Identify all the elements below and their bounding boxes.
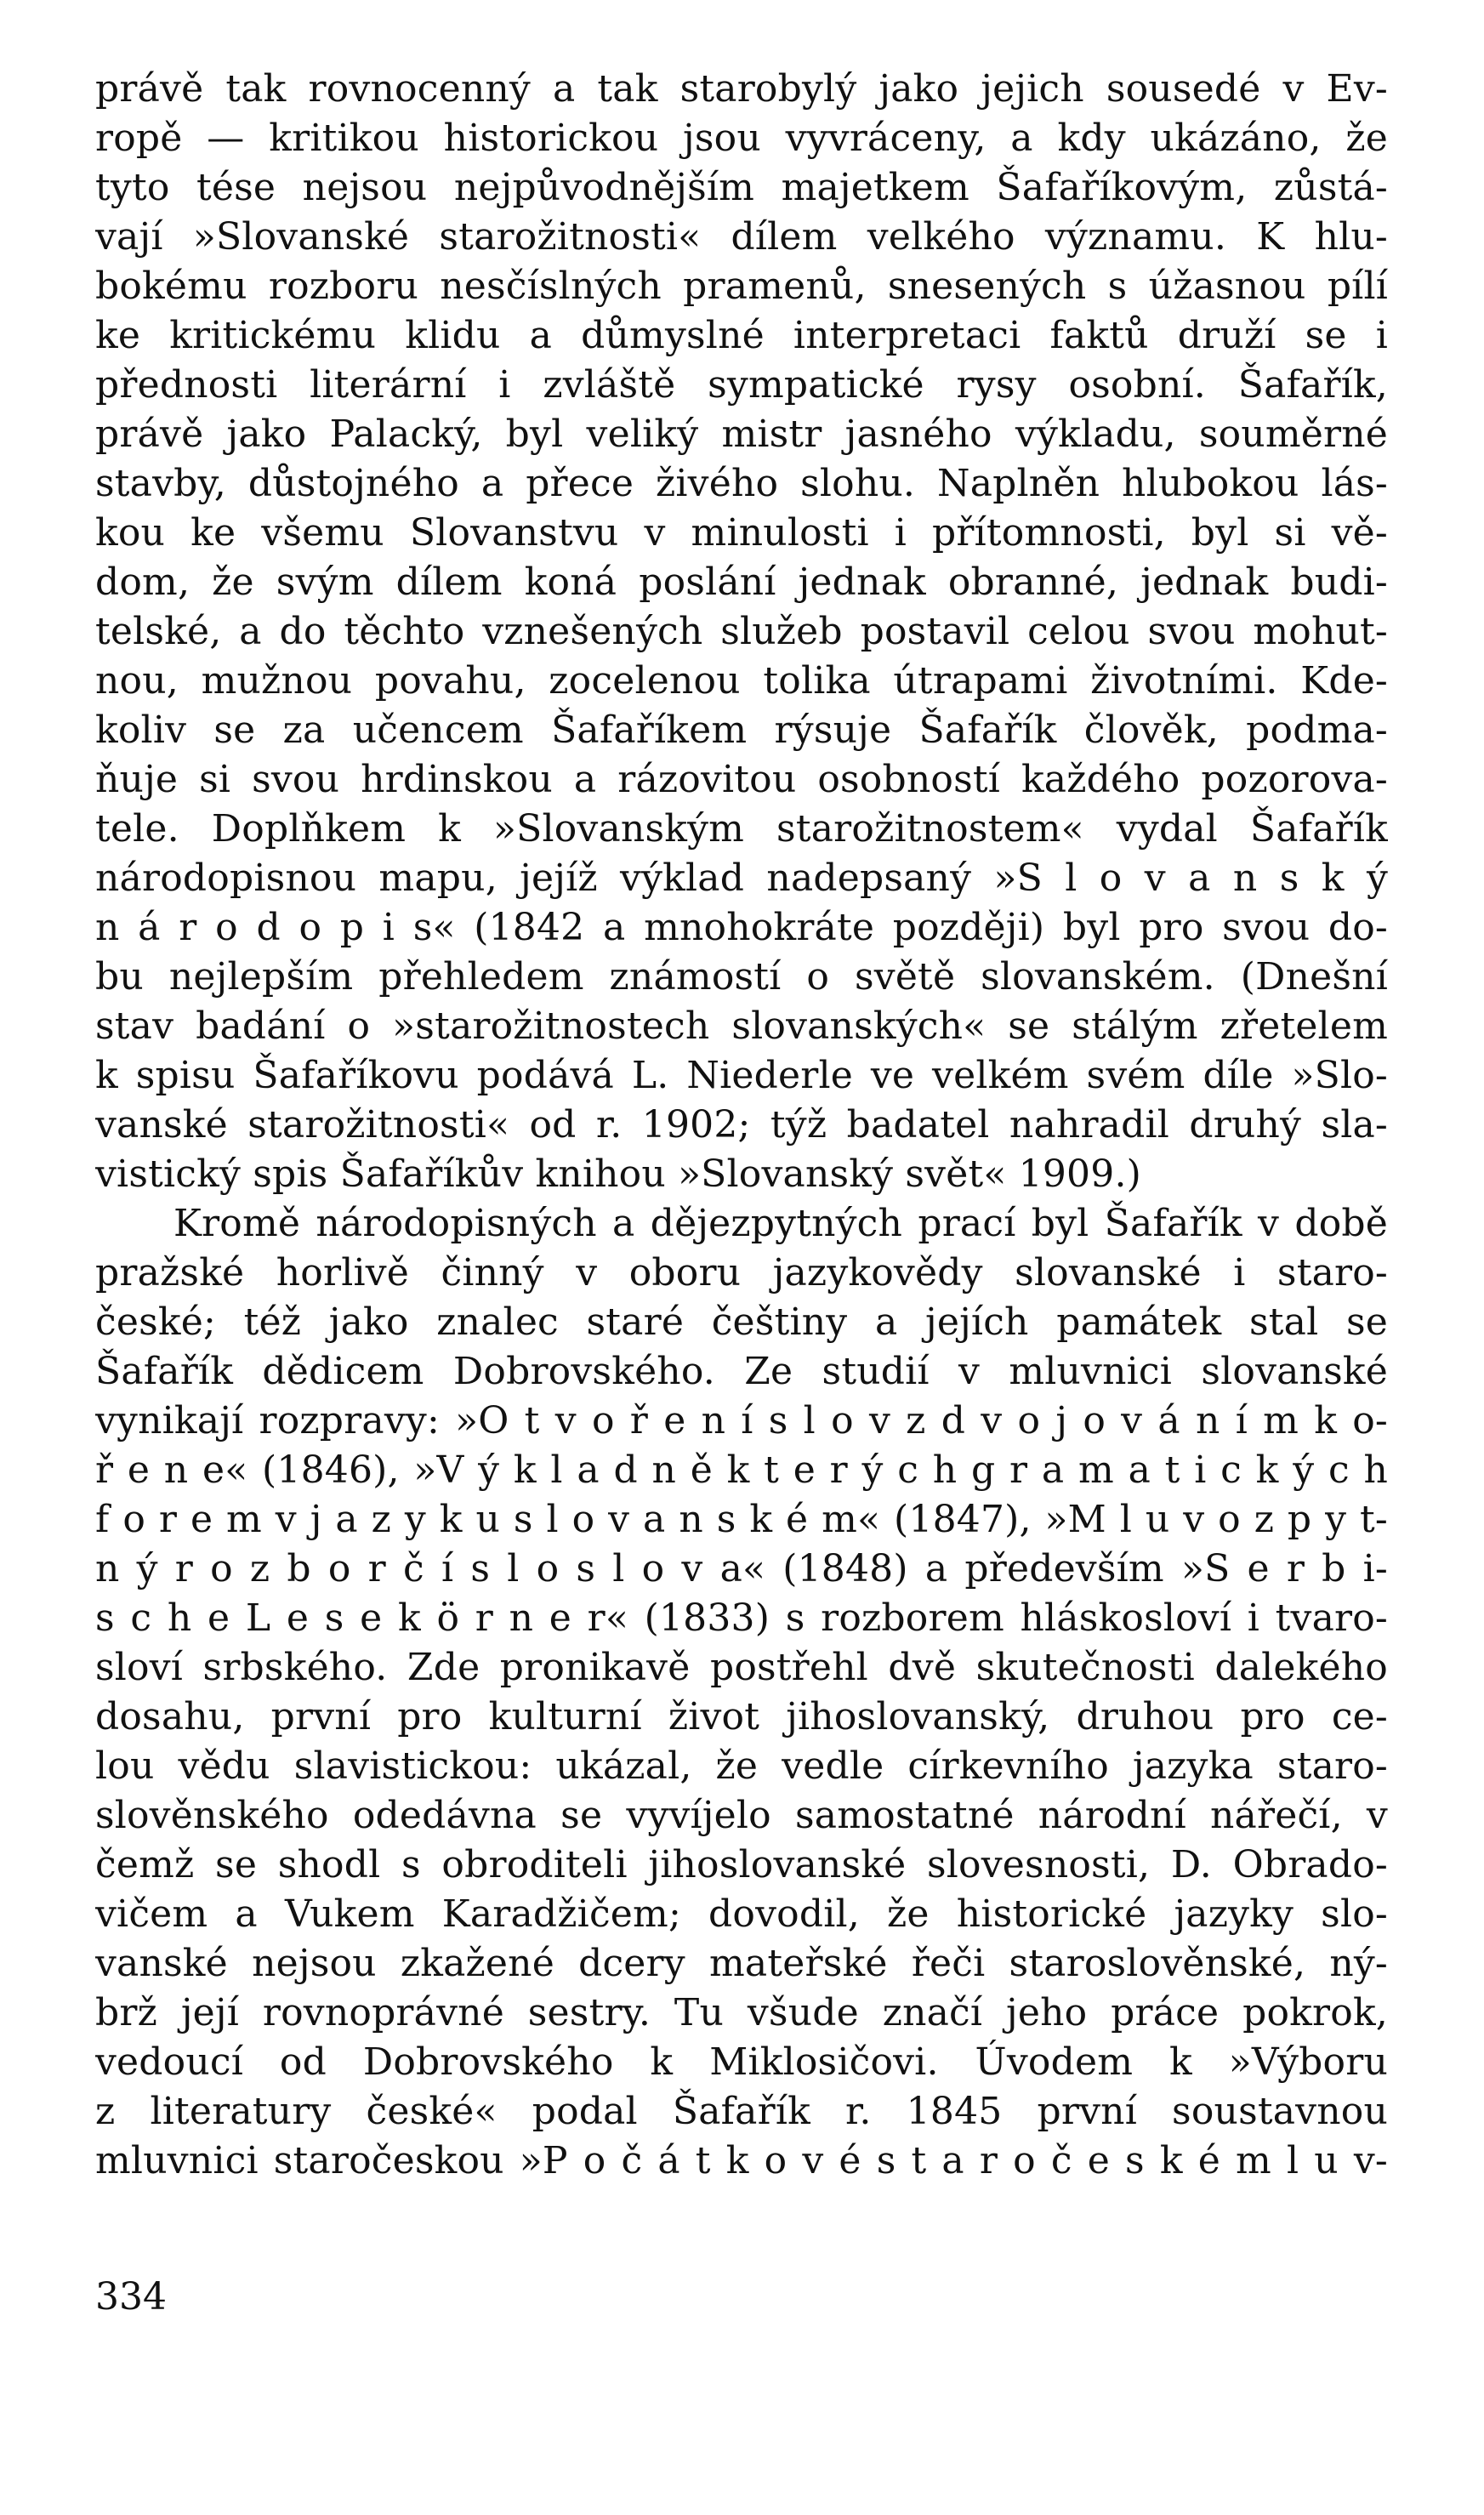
text-line: vynikají rozpravy: »O t v o ř e n í s l o v z d v o j o v á n í m k o- bbox=[95, 1399, 1388, 1442]
text-line: s c h e L e s e k ö r n e r« (1833) s rozborem hláskosloví i tvaro- bbox=[95, 1596, 1388, 1640]
text-line: telské, a do těchto vznešených služeb postavil celou svou mohut- bbox=[95, 610, 1388, 653]
page-body bbox=[95, 65, 1388, 2186]
text-line: k spisu Šafaříkovu podává L. Niederle ve velkém svém díle »Slo- bbox=[95, 1054, 1388, 1097]
text-line: vičem a Vukem Karadžičem; dovodil, že historické jazyky slo- bbox=[95, 1892, 1388, 1936]
text-line: dosahu, první pro kulturní život jihoslovanský, druhou pro ce- bbox=[95, 1695, 1388, 1738]
text-line: přednosti literární i zvláště sympatické rysy osobní. Šafařík, bbox=[95, 363, 1388, 407]
text-line: ř e n e« (1846), »V ý k l a d n ě k t e r ý c h g r a m a t i c k ý c h bbox=[95, 1448, 1388, 1492]
text-line: brž její rovnoprávné sestry. Tu všude značí jeho práce pokrok, bbox=[95, 1991, 1388, 2034]
text-line: čemž se shodl s obroditeli jihoslovanské slovesnosti, D. Obrado- bbox=[95, 1843, 1388, 1886]
text-line: právě jako Palacký, byl veliký mistr jasného výkladu, souměrné bbox=[95, 413, 1388, 456]
text-line: koliv se za učencem Šafaříkem rýsuje Šafařík člověk, podma- bbox=[95, 708, 1388, 752]
text-line: kou ke všemu Slovanstvu v minulosti i přítomnosti, byl si vě- bbox=[95, 511, 1388, 555]
text-line: nou, mužnou povahu, zocelenou tolika útrapami životními. Kde- bbox=[95, 659, 1388, 703]
text-line: stav badání o »starožitnostech slovanských« se stálým zřetelem bbox=[95, 1004, 1388, 1048]
text-line: pražské horlivě činný v oboru jazykovědy slovanské i staro- bbox=[95, 1251, 1388, 1294]
text-line: ropě — kritikou historickou jsou vyvráceny, a kdy ukázáno, že bbox=[95, 117, 1388, 160]
text-line: n ý r o z b o r č í s l o s l o v a« (1848) a především »S e r b i- bbox=[95, 1547, 1388, 1590]
text-line: tele. Doplňkem k »Slovanským starožitnostem« vydal Šafařík bbox=[95, 807, 1388, 851]
text-line: Kromě národopisných a dějezpytných prací byl Šafařík v době bbox=[173, 1202, 1388, 1245]
text-line: bokému rozboru nesčíslných pramenů, snesených s úžasnou pílí bbox=[95, 265, 1388, 308]
text-line: české; též jako znalec staré češtiny a jejích památek stal se bbox=[95, 1300, 1388, 1344]
text-line: bu nejlepším přehledem známostí o světě slovanském. (Dnešní bbox=[95, 955, 1388, 999]
text-line: tyto tése nejsou nejpůvodnějším majetkem Šafaříkovým, zůstá- bbox=[95, 166, 1388, 209]
text-line: mluvnici staročeskou »P o č á t k o v é s t a r o č e s k é m l u v- bbox=[95, 2139, 1388, 2182]
page-number: 334 bbox=[95, 2275, 167, 2319]
text-line: národopisnou mapu, jejíž výklad nadepsaný »S l o v a n s k ý bbox=[95, 856, 1388, 900]
paragraph-2 bbox=[95, 1199, 1388, 2186]
text-line: vedoucí od Dobrovského k Miklosičovi. Úvodem k »Výboru bbox=[95, 2040, 1388, 2084]
text-line: slověnského odedávna se vyvíjelo samostatné národní nářečí, v bbox=[95, 1794, 1388, 1837]
text-line: ke kritickému klidu a důmyslné interpretaci faktů druží se i bbox=[95, 314, 1388, 357]
text-line: lou vědu slavistickou: ukázal, že vedle církevního jazyka staro- bbox=[95, 1744, 1388, 1788]
text-line: vají »Slovanské starožitnosti« dílem velkého významu. K hlu- bbox=[95, 215, 1388, 259]
text-line: vistický spis Šafaříkův knihou »Slovanský svět« 1909.) bbox=[95, 1152, 1141, 1196]
text-line: vanské starožitnosti« od r. 1902; týž badatel nahradil druhý sla- bbox=[95, 1103, 1388, 1147]
text-line: Šafařík dědicem Dobrovského. Ze studií v mluvnici slovanské bbox=[95, 1350, 1388, 1393]
text-line: sloví srbského. Zde pronikavě postřehl dvě skutečnosti dalekého bbox=[95, 1646, 1388, 1689]
text-line: f o r e m v j a z y k u s l o v a n s k é m« (1847), »M l u v o z p y t- bbox=[95, 1498, 1388, 1541]
text-line: ňuje si svou hrdinskou a rázovitou osobností každého pozorova- bbox=[95, 758, 1388, 801]
paragraph-1 bbox=[95, 65, 1388, 1199]
text-line: právě tak rovnocenný a tak starobylý jako jejich sousedé v Ev- bbox=[95, 67, 1388, 111]
text-line: vanské nejsou zkažené dcery mateřské řeči staroslověnské, ný- bbox=[95, 1942, 1388, 1985]
text-line: dom, že svým dílem koná poslání jednak obranné, jednak budi- bbox=[95, 560, 1388, 604]
text-line: stavby, důstojného a přece živého slohu. Naplněn hlubokou lás- bbox=[95, 462, 1388, 505]
text-line: n á r o d o p i s« (1842 a mnohokráte později) byl pro svou do- bbox=[95, 906, 1388, 949]
text-line: z literatury české« podal Šafařík r. 1845 první soustavnou bbox=[95, 2090, 1388, 2133]
